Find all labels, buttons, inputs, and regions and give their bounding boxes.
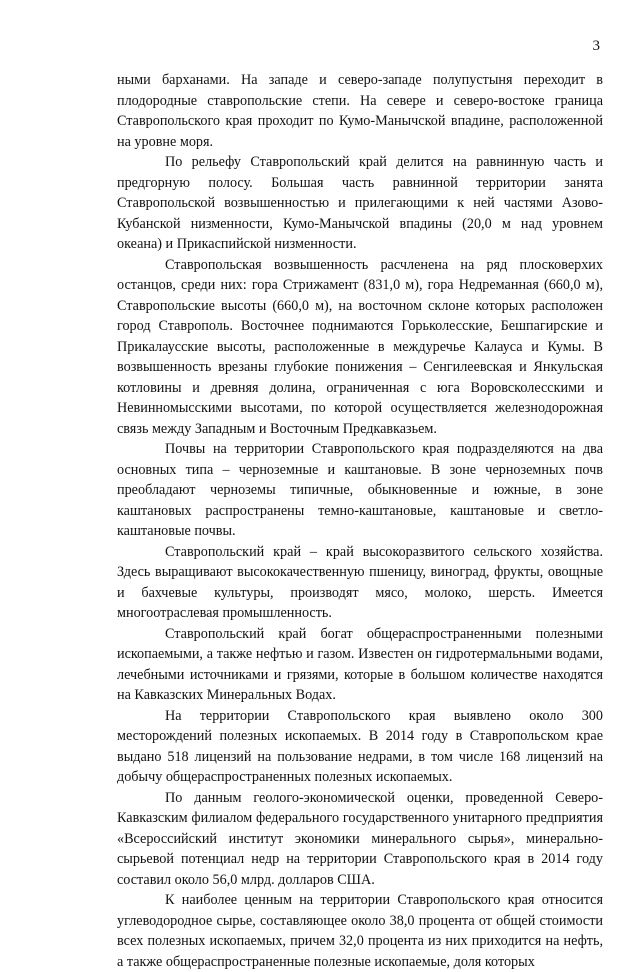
paragraph-resources: Ставропольский край богат общераспространенными полезными ископаемыми, а также нефтью и газом. Известен он гидротермальными водами, лечебными источниками и грязями, которые в большом количестве находятся на Кавказских Минеральных Водах. [117,625,603,703]
paragraph-assessment: По данным геолого-экономической оценки, проведенной Северо-Кавказским филиалом федерального государственного унитарного предприятия «Всероссийский институт экономики минерального сырья», минерально-сырьевой потенциал недр на территории Ставропольского края в 2014 году составил около 56,0 млрд. долларов США. [117,789,603,888]
paragraph-deposits: На территории Ставропольского края выявлено около 300 месторождений полезных ископаемых. В 2014 году в Ставропольском крае выдано 518 лицензий на пользование недрами, в том числе 168 лицензий на добычу общераспространенных полезных ископаемых. [117,707,603,785]
paragraph-hydrocarbons: К наиболее ценным на территории Ставропольского края относится углеводородное сырье, составляющее около 38,0 процента от общей стоимости всех полезных ископаемых, причем 32,0 процента из них приходится на нефть, а также общераспространенные полезные ископаемые, доля которых [117,892,603,970]
paragraph-agriculture: Ставропольский край – край высокоразвитого сельского хозяйства. Здесь выращивают высококачественную пшеницу, виноград, фрукты, овощные и бахчевые культуры, производят мясо, молоко, шерсть. Имеется многоотраслевая промышленность. [117,543,603,621]
paragraph-soils: Почвы на территории Ставропольского края подразделяются на два основных типа – черноземные и каштановые. В зоне черноземных почв преобладают черноземы типичные, обыкновенные и южные, в зоне каштановых распространены темно-каштановые, каштановые и светло-каштановые почвы. [117,441,603,539]
paragraph-continuation: ными барханами. На западе и северо-западе полупустыня переходит в плодородные ставропольские степи. На севере и северо-востоке граница Ставропольского края проходит по Кумо-Манычской впадине, расположенной на уровне моря. [117,72,603,150]
body-text [117,70,603,972]
paragraph-upland: Ставропольская возвышенность расчленена на ряд плосковерхих останцов, среди них: гора Стрижамент (831,0 м), гора Недреманная (660,0 м), Ставропольские высоты (660,0 м), на восточном склоне которых расположен город Ставрополь. Восточнее поднимаются Горьколесские, Бешпагирские и Прикалаусские высоты, расположенные в междуречье Калауса и Кумы. В возвышенность врезаны глубокие понижения – Сенгилеевская и Янкульская котловины и древняя долина, ограниченная с юга Воровсколесскими и Невинномысскими высотами, по которой осуществляется железнодорожная связь между Западным и Восточным Предкавказьем. [117,256,603,437]
page-number: 3 [592,38,600,54]
paragraph-relief: По рельефу Ставропольский край делится на равнинную часть и предгорную полосу. Большая часть равнинной территории занята Ставропольской возвышенностью и прилегающими к ней частями Азово-Кубанской низменности, Кумо-Манычской впадины (20,0 м над уровнем океана) и Прикаспийской низменности. [117,154,603,252]
